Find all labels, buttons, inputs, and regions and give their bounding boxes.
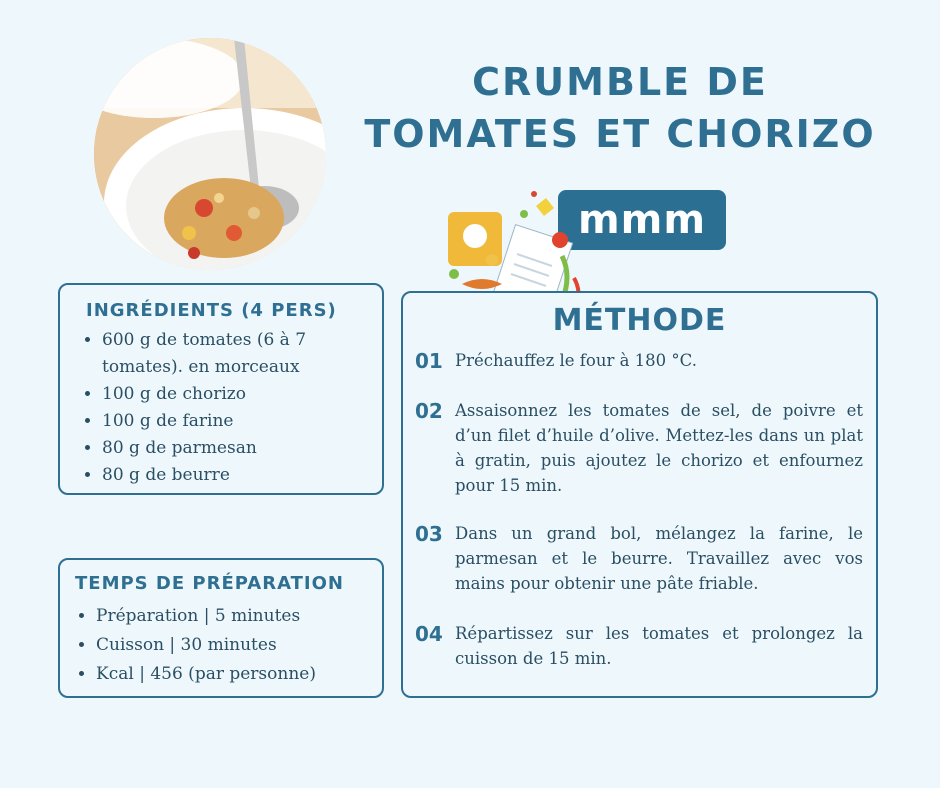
mmm-badge-label: mmm bbox=[577, 197, 707, 243]
step-text: Préchauffez le four à 180 °C. bbox=[455, 351, 697, 370]
ingredient-item: • 80 g de parmesan bbox=[102, 435, 378, 462]
ingredients-list bbox=[84, 327, 378, 489]
prep-time-list bbox=[78, 602, 386, 689]
step-number: 04 bbox=[415, 622, 443, 646]
crumble-dish-photo bbox=[94, 38, 326, 270]
method-step bbox=[415, 348, 863, 374]
prep-time-title: TEMPS DE PRÉPARATION bbox=[75, 573, 344, 594]
ingredients-title: INGRÉDIENTS (4 PERS) bbox=[86, 300, 337, 321]
prep-time-box bbox=[58, 558, 384, 698]
recipe-title bbox=[360, 56, 880, 160]
step-text: Dans un grand bol, mélangez la farine, le parmesan et le beurre. Travaillez avec vos mains pour obtenir une pâte friable. bbox=[455, 524, 863, 593]
prep-time-item: • Kcal | 456 (par personne) bbox=[96, 660, 386, 689]
method-step bbox=[415, 521, 863, 596]
method-step bbox=[415, 621, 863, 671]
ingredients-box bbox=[58, 283, 384, 495]
recipe-title-line2: TOMATES ET CHORIZO bbox=[364, 112, 876, 156]
ingredient-item: • 600 g de tomates (6 à 7 tomates). en morceaux bbox=[102, 327, 378, 381]
step-text: Répartissez sur les tomates et prolongez la cuisson de 15 min. bbox=[455, 624, 863, 668]
method-box bbox=[401, 291, 878, 698]
step-number: 03 bbox=[415, 522, 443, 546]
ingredient-item: • 80 g de beurre bbox=[102, 462, 378, 489]
ingredient-item: • 100 g de chorizo bbox=[102, 381, 378, 408]
step-number: 01 bbox=[415, 349, 443, 373]
recipe-title-line1: CRUMBLE DE bbox=[472, 60, 768, 104]
method-title: MÉTHODE bbox=[552, 303, 727, 338]
step-text: Assaisonnez les tomates de sel, de poivre et d’un filet d’huile d’olive. Mettez-les dans un plat à gratin, puis ajoutez le chorizo et enfournez pour 15 min. bbox=[455, 401, 863, 495]
prep-time-item: • Cuisson | 30 minutes bbox=[96, 631, 386, 660]
step-number: 02 bbox=[415, 399, 443, 423]
prep-time-item: • Préparation | 5 minutes bbox=[96, 602, 386, 631]
ingredient-item: • 100 g de farine bbox=[102, 408, 378, 435]
method-step bbox=[415, 398, 863, 498]
